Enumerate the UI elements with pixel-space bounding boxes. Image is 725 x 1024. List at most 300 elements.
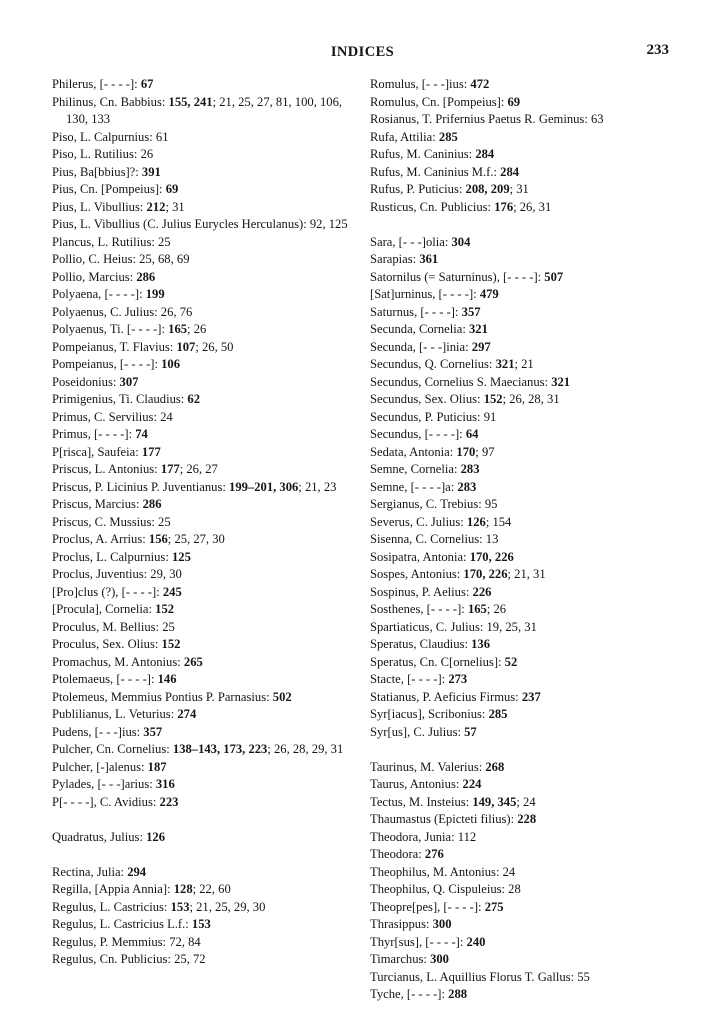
running-header-title: INDICES	[330, 44, 395, 60]
entry-text: Sergianus, C. Trebius: 95	[370, 497, 498, 511]
entry-page-ref-bold: 245	[162, 584, 182, 599]
index-entry	[370, 339, 672, 357]
entry-text: Semne, [- - - -]a:	[370, 479, 458, 494]
entry-page-ref-bold: 152	[161, 637, 181, 651]
entry-text: Thrasippus:	[370, 917, 433, 931]
entry-page-ref-bold: 502	[272, 689, 292, 704]
entry-page-ref-bold: 479	[479, 287, 499, 301]
entry-page-ref-bold: 106	[161, 357, 181, 371]
index-entry	[52, 391, 360, 409]
index-entry	[52, 881, 360, 899]
index-entry	[370, 794, 672, 812]
entry-text: Statianus, P. Aeficius Firmus:	[370, 689, 522, 704]
index-entry	[52, 164, 360, 182]
entry-text: Polyaena, [- - - -]:	[52, 287, 146, 301]
index-entry	[370, 409, 672, 427]
entry-page-ref-bold: 288	[448, 987, 468, 1001]
entry-text: Sospes, Antonius:	[370, 567, 464, 581]
entry-text: Taurinus, M. Valerius:	[370, 759, 486, 774]
entry-text: Turcianus, L. Aquillius Florus T. Gallus: 55	[370, 969, 590, 984]
entry-page-ref-bold: 275	[484, 899, 504, 914]
entry-page-ref-bold: 146	[157, 672, 177, 686]
index-entry	[370, 94, 672, 112]
entry-page-ref-bold: 300	[432, 917, 452, 931]
index-entry	[370, 881, 672, 899]
entry-text: Regulus, L. Castricius:	[52, 899, 171, 914]
entry-text: ; 21, 31	[507, 567, 546, 581]
entry-text: Polyaenus, C. Julius: 26, 76	[52, 304, 193, 319]
entry-text: Romulus, [- - -]ius:	[370, 77, 471, 91]
index-entry	[370, 531, 672, 549]
entry-text: Secundus, Cornelius S. Maecianus:	[370, 374, 552, 389]
entry-text: Thaumastus (Epicteti filius):	[370, 812, 518, 826]
index-entry	[370, 671, 672, 689]
index-entry	[52, 829, 360, 847]
entry-page-ref-bold: 125	[172, 549, 191, 564]
entry-page-ref-bold: 265	[183, 654, 203, 669]
index-entry	[370, 899, 672, 917]
entry-page-ref-bold: 170, 226	[469, 549, 514, 564]
index-entry	[370, 934, 672, 952]
entry-page-ref-bold: 357	[143, 724, 163, 739]
entry-text: Pompeianus, [- - - -]:	[52, 357, 162, 371]
entry-text: Promachus, M. Antonius:	[52, 654, 184, 669]
entry-text: Regulus, P. Memmius: 72, 84	[52, 934, 201, 949]
entry-text: Secundus, P. Puticius: 91	[370, 409, 497, 424]
entry-page-ref-bold: 276	[424, 847, 444, 861]
entry-page-ref-bold: 153	[170, 899, 190, 914]
index-entry	[52, 409, 360, 427]
section-gap	[52, 846, 360, 864]
entry-text: Timarchus:	[370, 952, 431, 966]
entry-text: Theophilus, M. Antonius: 24	[370, 864, 516, 879]
index-entry	[52, 76, 360, 94]
entry-page-ref-bold: 74	[135, 427, 148, 441]
entry-text: Primus, C. Servilius: 24	[52, 409, 173, 424]
entry-page-ref-bold: 155, 241	[168, 94, 213, 109]
index-entry	[370, 601, 672, 619]
entry-page-ref-bold: 321	[495, 357, 515, 371]
entry-text: ; 31	[165, 199, 185, 214]
entry-text: ; 26, 28, 31	[502, 392, 560, 406]
index-entry	[370, 461, 672, 479]
index-entry	[52, 934, 360, 952]
entry-page-ref-bold: 228	[517, 812, 537, 826]
entry-text: Proclus, A. Arrius:	[52, 532, 149, 546]
index-entry	[52, 531, 360, 549]
index-entry	[370, 724, 672, 742]
index-entry	[52, 479, 360, 497]
entry-page-ref-bold: 268	[485, 759, 505, 774]
entry-text: Theopre[pes], [- - - -]:	[370, 899, 485, 914]
index-entry	[370, 951, 672, 969]
entry-text: Quadratus, Julius:	[52, 829, 147, 844]
entry-text: Saturnus, [- - - -]:	[370, 304, 462, 319]
index-entry	[370, 199, 672, 217]
index-entry	[370, 636, 672, 654]
index-entry	[370, 969, 672, 987]
index-entry	[370, 304, 672, 322]
index-entry	[370, 829, 672, 847]
index-entry	[52, 216, 360, 234]
entry-page-ref-bold: 177	[160, 462, 180, 476]
index-entry	[52, 94, 360, 129]
entry-text: Proclus, L. Calpurnius:	[52, 549, 172, 564]
index-entry	[370, 916, 672, 934]
entry-text: Pulcher, Cn. Cornelius:	[52, 742, 173, 756]
entry-page-ref-bold: 226	[472, 584, 492, 599]
entry-text: Sarapias:	[370, 252, 420, 266]
index-entry	[52, 269, 360, 287]
entry-page-ref-bold: 199	[145, 287, 165, 301]
entry-page-ref-bold: 240	[466, 934, 486, 949]
entry-page-ref-bold: 297	[471, 339, 491, 354]
page-number: 233	[646, 42, 669, 58]
index-entry	[52, 129, 360, 147]
entry-page-ref-bold: 294	[127, 864, 147, 879]
index-entry	[52, 339, 360, 357]
index-entry	[52, 496, 360, 514]
entry-text: Rectina, Julia:	[52, 864, 128, 879]
index-entry	[52, 671, 360, 689]
entry-page-ref-bold: 170	[456, 444, 476, 459]
entry-text: Proclus, Juventius: 29, 30	[52, 567, 182, 581]
index-entry	[52, 146, 360, 164]
index-entry	[370, 286, 672, 304]
entry-page-ref-bold: 274	[177, 707, 197, 721]
entry-page-ref-bold: 284	[500, 164, 520, 179]
index-entry	[52, 864, 360, 882]
entry-text: Taurus, Antonius:	[370, 777, 463, 791]
entry-page-ref-bold: 149, 345	[472, 794, 517, 809]
entry-page-ref-bold: 136	[471, 637, 490, 651]
entry-text: Ptolemaeus, [- - - -]:	[52, 672, 158, 686]
entry-text: Proculus, Sex. Olius:	[52, 637, 162, 651]
entry-page-ref-bold: 361	[419, 252, 439, 266]
index-entry	[52, 234, 360, 252]
entry-text: Piso, L. Rutilius: 26	[52, 147, 154, 161]
entry-text: Sospinus, P. Aelius:	[370, 584, 473, 599]
index-entry	[52, 549, 360, 567]
index-entry	[370, 479, 672, 497]
entry-text: Regulus, L. Castricius L.f.:	[52, 917, 192, 931]
index-entry	[370, 986, 672, 1004]
entry-text: ; 21, 23	[298, 479, 337, 494]
entry-page-ref-bold: 153	[191, 917, 211, 931]
entry-text: Secundus, [- - - -]:	[370, 427, 466, 441]
entry-text: Rufus, M. Caninius:	[370, 147, 476, 161]
entry-text: Pius, Cn. [Pompeius]:	[52, 182, 166, 196]
entry-text: Secundus, Sex. Olius:	[370, 392, 484, 406]
index-entry	[52, 356, 360, 374]
entry-text: Philinus, Cn. Babbius:	[52, 94, 169, 109]
entry-text: Primus, [- - - -]:	[52, 427, 136, 441]
index-entry	[52, 601, 360, 619]
index-entry	[370, 514, 672, 532]
index-entry	[52, 916, 360, 934]
entry-text: ; 26	[187, 322, 207, 336]
entry-page-ref-bold: 107	[176, 339, 196, 354]
entry-text: Tyche, [- - - -]:	[370, 987, 449, 1001]
entry-page-ref-bold: 165	[168, 322, 188, 336]
entry-page-ref-bold: 69	[507, 94, 521, 109]
entry-page-ref-bold: 187	[147, 759, 167, 774]
entry-text: Pollio, C. Heius: 25, 68, 69	[52, 252, 190, 266]
entry-page-ref-bold: 224	[462, 777, 482, 791]
entry-text: Primigenius, Ti. Claudius:	[52, 392, 188, 406]
entry-text: Sedata, Antonia:	[370, 444, 457, 459]
entry-text: Priscus, P. Licinius P. Juventianus:	[52, 479, 230, 494]
index-entry	[370, 759, 672, 777]
entry-page-ref-bold: 212	[146, 199, 166, 214]
index-entry	[52, 251, 360, 269]
entry-page-ref-bold: 286	[142, 497, 162, 511]
index-entry	[370, 426, 672, 444]
entry-text: Pius, Ba[bbius]?:	[52, 164, 142, 179]
entry-page-ref-bold: 177	[141, 444, 161, 459]
index-entry	[52, 461, 360, 479]
entry-text: Theophilus, Q. Cispuleius: 28	[370, 882, 521, 896]
entry-page-ref-bold: 128	[173, 882, 193, 896]
entry-page-ref-bold: 285	[438, 129, 458, 144]
entry-text: Rufus, M. Caninius M.f.:	[370, 164, 501, 179]
entry-page-ref-bold: 138–143, 173, 223	[172, 742, 268, 756]
entry-text: Speratus, Claudius:	[370, 637, 472, 651]
index-entry	[52, 689, 360, 707]
entry-page-ref-bold: 152	[483, 392, 503, 406]
entry-page-ref-bold: 176	[494, 199, 514, 214]
entry-text: Sosthenes, [- - - -]:	[370, 602, 468, 616]
index-column-right	[370, 76, 672, 1004]
entry-text: ; 31	[509, 182, 529, 196]
index-entry	[52, 794, 360, 812]
entry-text: Tectus, M. Insteius:	[370, 794, 473, 809]
index-entry	[370, 111, 672, 129]
entry-text: Priscus, L. Antonius:	[52, 462, 161, 476]
index-entry	[52, 566, 360, 584]
entry-text: ; 25, 27, 30	[167, 532, 225, 546]
index-entry	[370, 706, 672, 724]
entry-page-ref-bold: 64	[465, 427, 479, 441]
index-entry	[52, 654, 360, 672]
entry-text: Ptolemeus, Memmius Pontius P. Parnasius:	[52, 689, 273, 704]
index-entry	[370, 321, 672, 339]
entry-text: Spartiaticus, C. Julius: 19, 25, 31	[370, 619, 537, 634]
index-entry	[52, 181, 360, 199]
index-entry	[52, 951, 360, 969]
entry-text: P[risca], Saufeia:	[52, 444, 142, 459]
entry-text: Regilla, [Appia Annia]:	[52, 882, 174, 896]
index-entry	[52, 759, 360, 777]
entry-text: Thyr[sus], [- - - -]:	[370, 934, 467, 949]
index-entry	[52, 286, 360, 304]
index-entry	[52, 444, 360, 462]
entry-page-ref-bold: 316	[155, 777, 175, 791]
entry-text: ; 26, 27	[179, 462, 218, 476]
entry-page-ref-bold: 304	[451, 234, 471, 249]
entry-text: Romulus, Cn. [Pompeius]:	[370, 94, 508, 109]
index-entry	[52, 321, 360, 339]
entry-text: Pudens, [- - -]ius:	[52, 724, 144, 739]
entry-page-ref-bold: 237	[521, 689, 541, 704]
index-entry	[370, 269, 672, 287]
index-entry	[370, 776, 672, 794]
index-entry	[52, 304, 360, 322]
entry-text: [Pro]clus (?), [- - - -]:	[52, 584, 163, 599]
entry-text: Rosianus, T. Prifernius Paetus R. Geminus: 63	[370, 112, 604, 126]
entry-text: Philerus, [- - - -]:	[52, 77, 141, 91]
entry-text: Stacte, [- - - -]:	[370, 672, 449, 686]
index-entry	[370, 391, 672, 409]
entry-text: Semne, Cornelia:	[370, 462, 461, 476]
index-entry	[52, 619, 360, 637]
index-entry	[370, 811, 672, 829]
index-entry	[52, 636, 360, 654]
index-entry	[370, 584, 672, 602]
entry-page-ref-bold: 156	[148, 532, 168, 546]
index-entry	[370, 654, 672, 672]
entry-page-ref-bold: 223	[159, 794, 179, 809]
entry-text: Speratus, Cn. C[ornelius]:	[370, 654, 505, 669]
index-entry	[52, 199, 360, 217]
entry-page-ref-bold: 321	[468, 322, 488, 336]
entry-text: Pylades, [- - -]arius:	[52, 777, 156, 791]
index-entry	[370, 129, 672, 147]
index-entry	[370, 864, 672, 882]
index-entry	[52, 514, 360, 532]
entry-page-ref-bold: 165	[467, 602, 487, 616]
entry-text: Plancus, L. Rutilius: 25	[52, 234, 171, 249]
entry-page-ref-bold: 273	[448, 672, 468, 686]
index-entry	[370, 164, 672, 182]
entry-text: Pius, L. Vibullius (C. Julius Eurycles Herculanus): 92, 125	[52, 217, 348, 231]
entry-page-ref-bold: 52	[504, 654, 518, 669]
entry-page-ref-bold: 126	[466, 514, 486, 529]
entry-text: Secunda, [- - -]inia:	[370, 339, 472, 354]
entry-text: ; 26, 28, 29, 31	[267, 742, 344, 756]
section-gap	[370, 741, 672, 759]
entry-text: ; 97	[475, 444, 495, 459]
entry-text: Secundus, Q. Cornelius:	[370, 357, 496, 371]
index-entry	[52, 584, 360, 602]
entry-text: Secunda, Cornelia:	[370, 322, 469, 336]
entry-page-ref-bold: 391	[141, 164, 161, 179]
entry-text: [Procula], Cornelia:	[52, 602, 156, 616]
index-entry	[52, 426, 360, 444]
entry-text: Regulus, Cn. Publicius: 25, 72	[52, 952, 206, 966]
entry-page-ref-bold: 152	[155, 602, 175, 616]
index-entry	[370, 374, 672, 392]
entry-text: Priscus, Marcius:	[52, 497, 143, 511]
entry-page-ref-bold: 472	[470, 77, 490, 91]
entry-text: Rufus, P. Puticius:	[370, 182, 466, 196]
index-entry	[370, 549, 672, 567]
entry-text: ; 24	[516, 794, 536, 809]
entry-text: ; 21, 25, 29, 30	[189, 899, 266, 914]
entry-text: Piso, L. Calpurnius: 61	[52, 129, 169, 144]
entry-text: ; 26	[486, 602, 507, 616]
index-entry	[52, 724, 360, 742]
entry-text: Rusticus, Cn. Publicius:	[370, 199, 495, 214]
entry-text: Theodora, Junia: 112	[370, 829, 477, 844]
entry-text: Pulcher, [-]alenus:	[52, 759, 148, 774]
entry-text: Priscus, C. Mussius: 25	[52, 514, 171, 529]
entry-text: Poseidonius:	[52, 374, 120, 389]
entry-page-ref-bold: 286	[136, 269, 156, 284]
entry-text: Syr[us], C. Julius:	[370, 724, 465, 739]
entry-text: ; 26, 50	[195, 339, 234, 354]
index-entry	[370, 234, 672, 252]
entry-text: Sara, [- - -]olia:	[370, 234, 452, 249]
entry-page-ref-bold: 67	[140, 77, 154, 91]
index-column-left	[52, 76, 360, 969]
index-entry	[370, 356, 672, 374]
entry-text: P[- - - -], C. Avidius:	[52, 794, 160, 809]
entry-text: Satornilus (= Saturninus), [- - - -]:	[370, 269, 545, 284]
entry-text: Pompeianus, T. Flavius:	[52, 339, 177, 354]
entry-page-ref-bold: 357	[461, 304, 481, 319]
entry-page-ref-bold: 208, 209	[465, 182, 510, 196]
entry-text: Publilianus, L. Veturius:	[52, 707, 178, 721]
index-entry	[370, 146, 672, 164]
entry-text: [Sat]urninus, [- - - -]:	[370, 287, 480, 301]
entry-text: Pollio, Marcius:	[52, 269, 137, 284]
entry-page-ref-bold: 126	[146, 829, 165, 844]
index-entry	[52, 374, 360, 392]
entry-page-ref-bold: 300	[430, 952, 449, 966]
index-entry	[370, 76, 672, 94]
section-gap	[370, 216, 672, 234]
entry-text: ; 26, 31	[513, 199, 552, 214]
entry-text: ; 154	[485, 514, 512, 529]
entry-text: Polyaenus, Ti. [- - - -]:	[52, 322, 169, 336]
entry-page-ref-bold: 170, 226	[463, 567, 508, 581]
entry-page-ref-bold: 285	[488, 707, 508, 721]
entry-text: Sisenna, C. Cornelius: 13	[370, 532, 499, 546]
index-entry	[52, 776, 360, 794]
entry-text: Severus, C. Julius:	[370, 514, 467, 529]
entry-page-ref-bold: 283	[460, 462, 480, 476]
index-entry	[370, 619, 672, 637]
entry-page-ref-bold: 199–201, 306	[229, 479, 299, 494]
entry-page-ref-bold: 283	[457, 479, 477, 494]
entry-text: Rufa, Attilia:	[370, 129, 439, 144]
index-entry	[370, 181, 672, 199]
entry-text: ; 22, 60	[192, 882, 231, 896]
index-entry	[370, 566, 672, 584]
index-entry	[370, 444, 672, 462]
entry-text: Theodora:	[370, 847, 425, 861]
entry-page-ref-bold: 69	[165, 182, 179, 196]
entry-text: ; 21, 25, 27, 81, 100, 106, 130, 133	[66, 94, 343, 126]
index-entry	[52, 706, 360, 724]
index-entry	[370, 496, 672, 514]
section-gap	[52, 811, 360, 829]
entry-text: Proculus, M. Bellius: 25	[52, 619, 175, 634]
entry-page-ref-bold: 307	[119, 374, 139, 389]
entry-page-ref-bold: 57	[464, 724, 477, 739]
entry-text: ; 21	[514, 357, 534, 371]
index-entry	[370, 251, 672, 269]
entry-page-ref-bold: 507	[544, 269, 564, 284]
entry-text: Syr[iacus], Scribonius:	[370, 707, 489, 721]
index-entry	[370, 846, 672, 864]
entry-page-ref-bold: 284	[475, 147, 495, 161]
entry-text: Pius, L. Vibullius:	[52, 199, 147, 214]
index-entry	[370, 689, 672, 707]
entry-page-ref-bold: 62	[187, 392, 201, 406]
entry-page-ref-bold: 321	[551, 374, 571, 389]
